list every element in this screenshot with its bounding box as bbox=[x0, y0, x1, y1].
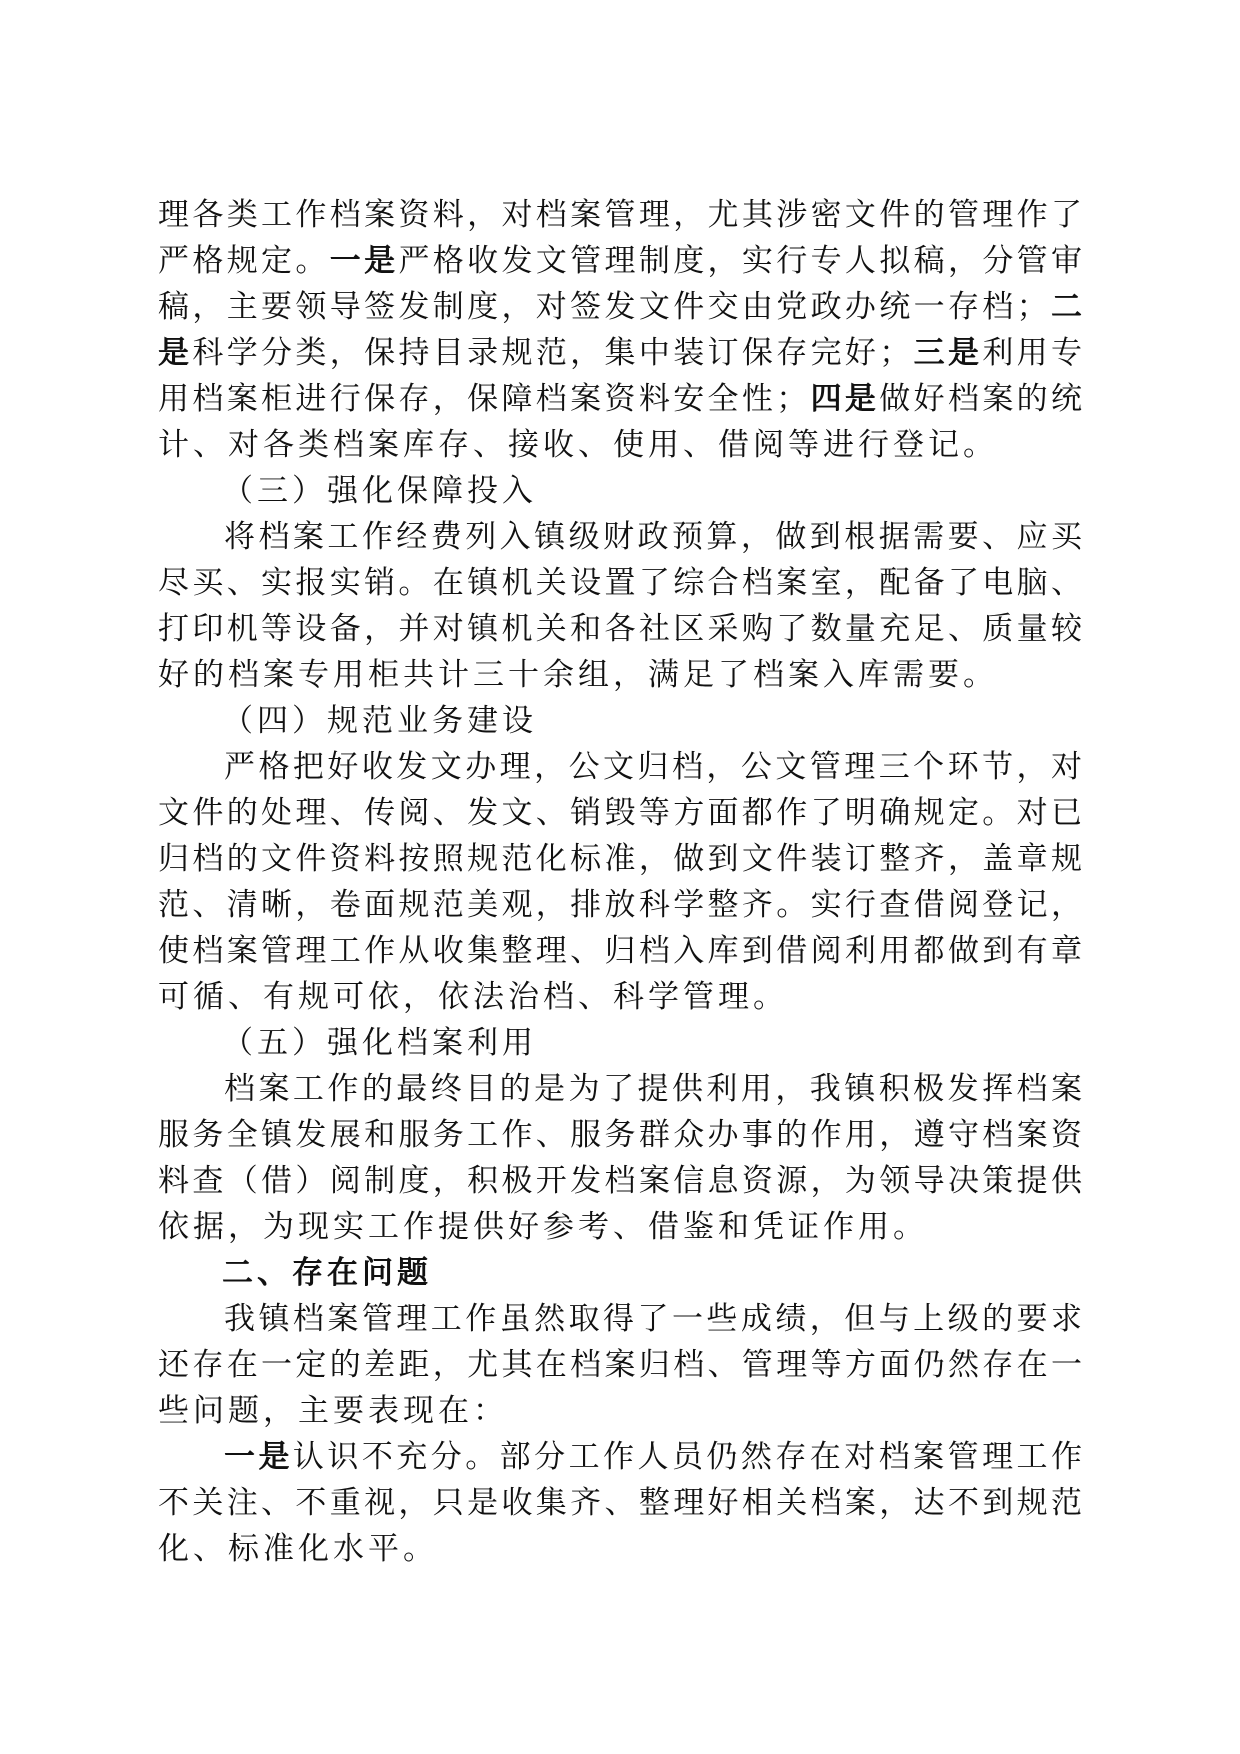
section-heading-2: 二、存在问题 bbox=[222, 1255, 432, 1291]
subheading-3: （三）强化保障投入 bbox=[222, 473, 537, 509]
paragraph-line: 归档的文件资料按照规范化标准，做到文件装订整齐，盖章规 bbox=[158, 841, 1082, 877]
paragraph-line: 将档案工作经费列入镇级财政预算，做到根据需要、应买 bbox=[224, 519, 1082, 555]
text-run: 认识不充分。部分工作人员仍然存在对档案管理工作 bbox=[292, 1439, 1082, 1475]
paragraph-line bbox=[158, 330, 1082, 376]
bold-marker: 四是 bbox=[807, 381, 880, 417]
text-run: 理各类工作档案资料，对档案管理，尤其涉密文件的管理作了 bbox=[158, 197, 1082, 233]
paragraph-line: 文件的处理、传阅、发文、销毁等方面都作了明确规定。对已 bbox=[158, 795, 1082, 831]
bold-marker: 二 bbox=[1047, 289, 1082, 325]
paragraph-line: 严格把好收发文办理，公文归档，公文管理三个环节，对 bbox=[224, 749, 1082, 785]
paragraph-line bbox=[158, 376, 1082, 422]
paragraph-line: 打印机等设备，并对镇机关和各社区采购了数量充足、质量较 bbox=[158, 611, 1082, 647]
subheading-5: （五）强化档案利用 bbox=[222, 1025, 537, 1061]
paragraph-line: 依据，为现实工作提供好参考、借鉴和凭证作用。 bbox=[158, 1209, 928, 1245]
text-run: 计、对各类档案库存、接收、使用、借阅等进行登记。 bbox=[158, 427, 998, 463]
text-run: 用档案柜进行保存，保障档案资料安全性； bbox=[158, 381, 808, 417]
text-run: 稿，主要领导签发制度，对签发文件交由党政办统一存档； bbox=[158, 289, 1048, 325]
document-body bbox=[158, 192, 1082, 1572]
paragraph-line bbox=[158, 238, 1082, 284]
paragraph-line: 服务全镇发展和服务工作、服务群众办事的作用，遵守档案资 bbox=[158, 1117, 1082, 1153]
paragraph-line: 好的档案专用柜共计三十余组，满足了档案入库需要。 bbox=[158, 657, 998, 693]
text-run: 严格收发文管理制度，实行专人拟稿，分管审 bbox=[398, 243, 1082, 279]
paragraph-line: 档案工作的最终目的是为了提供利用，我镇积极发挥档案 bbox=[224, 1071, 1082, 1107]
text-run: 做好档案的统 bbox=[879, 381, 1082, 417]
paragraph-line: 些问题，主要表现在： bbox=[158, 1393, 508, 1429]
paragraph-line: 不关注、不重视，只是收集齐、整理好相关档案，达不到规范 bbox=[158, 1485, 1082, 1521]
paragraph-line bbox=[158, 422, 1082, 468]
text-run: 严格规定。 bbox=[158, 243, 330, 279]
paragraph-line bbox=[158, 192, 1082, 238]
paragraph-line: 还存在一定的差距，尤其在档案归档、管理等方面仍然存在一 bbox=[158, 1347, 1082, 1383]
paragraph-line: 使档案管理工作从收集整理、归档入库到借阅利用都做到有章 bbox=[158, 933, 1082, 969]
paragraph-line bbox=[158, 284, 1082, 330]
subheading-4: （四）规范业务建设 bbox=[222, 703, 537, 739]
bold-marker: 三是 bbox=[910, 335, 983, 371]
paragraph-line bbox=[158, 1434, 1082, 1480]
text-run: 科学分类，保持目录规范，集中装订保存完好； bbox=[192, 335, 911, 371]
paragraph-line: 我镇档案管理工作虽然取得了一些成绩，但与上级的要求 bbox=[224, 1301, 1082, 1337]
paragraph-line: 尽买、实报实销。在镇机关设置了综合档案室，配备了电脑、 bbox=[158, 565, 1082, 601]
paragraph-line: 化、标准化水平。 bbox=[158, 1531, 438, 1567]
bold-marker: 是 bbox=[158, 335, 193, 371]
paragraph-line: 可循、有规可依，依法治档、科学管理。 bbox=[158, 979, 788, 1015]
paragraph-line: 范、清晰，卷面规范美观，排放科学整齐。实行查借阅登记， bbox=[158, 887, 1082, 923]
bold-marker: 一是 bbox=[329, 243, 399, 279]
paragraph-line: 料查（借）阅制度，积极开发档案信息资源，为领导决策提供 bbox=[158, 1163, 1082, 1199]
bold-marker: 一是 bbox=[224, 1439, 293, 1475]
text-run: 利用专 bbox=[982, 335, 1082, 371]
